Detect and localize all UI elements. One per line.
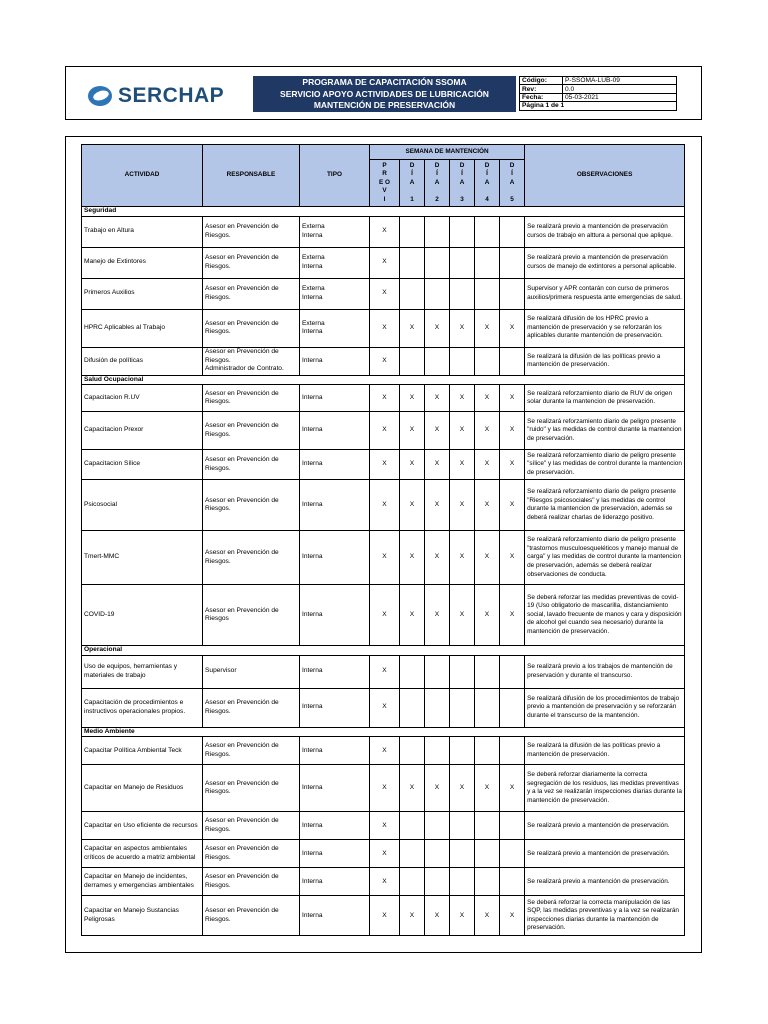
schedule-mark: [425, 655, 450, 688]
observation-cell: Se realizará previo a mantención de preservación cursos de manejo de extintores a personal aplicable.: [525, 247, 685, 278]
schedule-mark: X: [425, 896, 450, 936]
section-title: Medio Ambiente: [82, 727, 685, 737]
table-row: [82, 868, 685, 896]
schedule-mark: [450, 347, 475, 375]
day-header-char: D: [484, 161, 490, 169]
schedule-mark: [400, 216, 425, 247]
schedule-mark: X: [450, 531, 475, 585]
schedule-mark: [500, 737, 525, 765]
schedule-mark: X: [370, 412, 400, 450]
schedule-mark: [500, 840, 525, 868]
schedule-mark: [475, 278, 500, 309]
table-row: [82, 896, 685, 936]
schedule-mark: [475, 688, 500, 727]
schedule-mark: X: [400, 765, 425, 812]
schedule-mark: X: [370, 216, 400, 247]
schedule-mark: X: [500, 765, 525, 812]
activity-cell: COVID-19: [82, 585, 203, 646]
schedule-mark: [500, 278, 525, 309]
activity-cell: Difusión de políticas: [82, 347, 203, 375]
table-row: [82, 385, 685, 412]
table-row: [82, 216, 685, 247]
schedule-mark: [475, 655, 500, 688]
responsible-cell: Asesor en Prevención de Riesgos.: [203, 216, 300, 247]
schedule-mark: X: [370, 868, 400, 896]
activity-cell: HPRC Aplicables al Trabajo: [82, 309, 203, 347]
schedule-mark: X: [475, 896, 500, 936]
schedule-mark: X: [475, 765, 500, 812]
schedule-mark: X: [425, 531, 450, 585]
column-header-actividad: ACTIVIDAD: [82, 145, 203, 207]
observation-cell: Se deberá reforzar las medidas preventivas de covid-19 (Uso obligatorio de mascarilla, distanciamiento social, lavado frecuente de manos y cara y disposición de alcohol gel cuando sea necesario) durante la mantención de preservación.: [525, 585, 685, 646]
schedule-mark: X: [400, 385, 425, 412]
responsible-cell: Asesor en Prevención de Riesgos.: [203, 480, 300, 531]
title-line: MANTENCIÓN DE PRESERVACIÓN: [313, 100, 456, 110]
day-header-char: Í: [511, 170, 513, 178]
day-header-char: [477, 187, 497, 196]
schedule-mark: X: [425, 585, 450, 646]
activity-cell: Psicosocial: [82, 480, 203, 531]
day-header-char: [502, 187, 522, 196]
schedule-mark: [500, 655, 525, 688]
meta-value: 05-03-2021: [563, 93, 677, 101]
training-program-table: [81, 144, 685, 936]
schedule-mark: X: [400, 896, 425, 936]
activity-cell: Capacitación de procedimientos e instructivos operacionales propios.: [82, 688, 203, 727]
schedule-mark: X: [400, 450, 425, 480]
responsible-cell: Asesor en Prevención de Riesgos.: [203, 309, 300, 347]
observation-cell: Se realizará reforzamiento diario de peligro presente "ruido" y las medidas de control durante la mantencion de preservación.: [525, 412, 685, 450]
schedule-mark: X: [475, 412, 500, 450]
responsible-cell: Asesor en Prevención de Riesgos.: [203, 896, 300, 936]
responsible-cell: Asesor en Prevención de Riesgos.: [203, 247, 300, 278]
type-cell: Interna: [300, 585, 370, 646]
responsible-cell: Asesor en Prevención de Riesgos.: [203, 737, 300, 765]
type-cell: Interna: [300, 737, 370, 765]
responsible-cell: Asesor en Prevención de Riesgos.: [203, 812, 300, 840]
table-row: [82, 765, 685, 812]
schedule-mark: X: [370, 480, 400, 531]
schedule-mark: [450, 868, 475, 896]
schedule-mark: X: [370, 655, 400, 688]
table-row: [82, 247, 685, 278]
observation-cell: Se realizará la difusión de las políticas previo a mantención de preservación.: [525, 347, 685, 375]
type-cell: Interna: [300, 765, 370, 812]
schedule-mark: X: [370, 309, 400, 347]
schedule-mark: X: [500, 385, 525, 412]
responsible-cell: Asesor en Prevención de Riesgos: [203, 585, 300, 646]
schedule-mark: [400, 840, 425, 868]
schedule-mark: X: [370, 385, 400, 412]
schedule-mark: X: [475, 309, 500, 347]
schedule-mark: [475, 216, 500, 247]
type-cell: Externa Interna: [300, 309, 370, 347]
day-header-char: E O: [378, 178, 390, 186]
schedule-mark: X: [425, 480, 450, 531]
activity-cell: Uso de equipos, herramientas y materiales de trabajo: [82, 655, 203, 688]
schedule-mark: X: [450, 585, 475, 646]
activity-cell: Manejo de Extintores: [82, 247, 203, 278]
table-row: [82, 309, 685, 347]
table-row: [82, 812, 685, 840]
schedule-mark: [425, 347, 450, 375]
schedule-mark: [475, 737, 500, 765]
observation-cell: Se realizará difusión de los HPRC previo a mantención de preservación y se reforzarán los aplicables durante mantención de preservación.: [525, 309, 685, 347]
type-cell: Interna: [300, 412, 370, 450]
schedule-mark: [500, 347, 525, 375]
schedule-mark: [425, 216, 450, 247]
day-header-char: 3: [460, 195, 464, 203]
schedule-mark: X: [450, 480, 475, 531]
schedule-mark: X: [500, 450, 525, 480]
type-cell: Interna: [300, 347, 370, 375]
day-header-char: Í: [486, 170, 488, 178]
observation-cell: Se realizará reforzamiento diario de peligro presente "sílice" y las medidas de control durante la mantencion de preservación.: [525, 450, 685, 480]
schedule-mark: [400, 737, 425, 765]
day-header-char: Í: [436, 170, 438, 178]
column-header-semana: SEMANA DE MANTENCIÓN: [370, 145, 525, 160]
meta-value: P-SSOMA-LUB-09: [563, 77, 677, 85]
type-cell: Interna: [300, 385, 370, 412]
observation-cell: Se deberá reforzar la correcta manipulación de las SQP, las medidas preventivas y a la vez se realizarán inspecciones diarias durante la mantención de preservación.: [525, 896, 685, 936]
schedule-mark: [475, 347, 500, 375]
observation-cell: Supervisor y APR contarán con curso de primeros auxilios/primera respuesta ante emergencias de salud.: [525, 278, 685, 309]
day-header-char: 4: [485, 195, 489, 203]
schedule-mark: X: [370, 737, 400, 765]
observation-cell: Se realizará previo a mantención de preservación.: [525, 868, 685, 896]
schedule-mark: [400, 247, 425, 278]
observation-cell: Se deberá reforzar diariamente la correcta segregación de los residuos, las medidas preventivas y a la vez se realizarán inspecciones diarias durante la mantención de preservación.: [525, 765, 685, 812]
day-column-header: [400, 160, 425, 207]
activity-cell: Capacitar en Manejo de Residuos: [82, 765, 203, 812]
schedule-mark: [500, 216, 525, 247]
day-column-header: [500, 160, 525, 207]
schedule-mark: X: [450, 450, 475, 480]
table-row: [82, 655, 685, 688]
activity-cell: Capacitacion Sílice: [82, 450, 203, 480]
observation-cell: Se realizará previo a mantención de preservación.: [525, 840, 685, 868]
day-header-char: 2: [435, 195, 439, 203]
schedule-mark: X: [500, 309, 525, 347]
type-cell: Interna: [300, 655, 370, 688]
title-line: PROGRAMA DE CAPACITACIÓN SSOMA: [302, 77, 467, 87]
schedule-mark: X: [425, 309, 450, 347]
schedule-mark: [450, 247, 475, 278]
section-title: Seguridad: [82, 207, 685, 217]
activity-cell: Capacitar en Uso eficiente de recursos: [82, 812, 203, 840]
column-header-responsable: RESPONSABLE: [203, 145, 300, 207]
responsible-cell: Asesor en Prevención de Riesgos.: [203, 450, 300, 480]
section-row: [82, 727, 685, 737]
schedule-mark: X: [475, 385, 500, 412]
schedule-mark: X: [370, 247, 400, 278]
schedule-mark: [450, 812, 475, 840]
activity-cell: Capacitar en Manejo Sustancias Peligrosas: [82, 896, 203, 936]
meta-label: Código:: [520, 77, 563, 85]
table-row: [82, 737, 685, 765]
observation-cell: Se realizará reforzamiento diario de peligro presente "trastornos musculoesqueléticos y manejo manual de carga" y las medidas de control durante la mantencion de preservación, además se deberá realizar observaciones de conducta.: [525, 531, 685, 585]
schedule-mark: [475, 247, 500, 278]
schedule-mark: [425, 688, 450, 727]
responsible-cell: Asesor en Prevención de Riesgos.: [203, 688, 300, 727]
table-row: [82, 480, 685, 531]
table-row: [82, 531, 685, 585]
day-header-char: 5: [510, 195, 514, 203]
day-header-char: D: [409, 161, 415, 169]
schedule-mark: X: [500, 585, 525, 646]
type-cell: Interna: [300, 840, 370, 868]
day-header-char: A: [409, 178, 415, 186]
observation-cell: Se realizará previo a mantención de preservación.: [525, 812, 685, 840]
page-indicator: Página 1 de 1: [520, 102, 677, 110]
schedule-mark: [425, 840, 450, 868]
schedule-mark: [475, 812, 500, 840]
type-cell: Interna: [300, 531, 370, 585]
schedule-mark: X: [425, 412, 450, 450]
document-metadata: [519, 76, 677, 111]
schedule-mark: [450, 840, 475, 868]
day-header-char: Í: [461, 170, 463, 178]
day-header-char: R: [382, 170, 387, 178]
document-header: [65, 66, 702, 120]
schedule-mark: X: [400, 480, 425, 531]
title-line: SERVICIO APOYO ACTIVIDADES DE LUBRICACIÓN: [280, 88, 489, 99]
schedule-mark: X: [500, 896, 525, 936]
schedule-mark: [400, 655, 425, 688]
schedule-mark: X: [400, 531, 425, 585]
type-cell: Externa Interna: [300, 247, 370, 278]
type-cell: Interna: [300, 896, 370, 936]
schedule-mark: [450, 278, 475, 309]
logo-text: SERCHAP: [118, 84, 225, 107]
logo-swoosh-icon: [88, 86, 112, 106]
column-header-tipo: TIPO: [300, 145, 370, 207]
table-row: [82, 585, 685, 646]
schedule-mark: [425, 247, 450, 278]
schedule-mark: X: [475, 450, 500, 480]
type-cell: Interna: [300, 868, 370, 896]
day-header-char: D: [459, 161, 465, 169]
schedule-mark: [400, 688, 425, 727]
activity-cell: Primeros Auxilios: [82, 278, 203, 309]
schedule-mark: X: [450, 765, 475, 812]
schedule-mark: [500, 247, 525, 278]
section-title: Operacional: [82, 646, 685, 656]
section-row: [82, 375, 685, 385]
day-column-header: [450, 160, 475, 207]
schedule-mark: X: [425, 385, 450, 412]
schedule-mark: X: [475, 585, 500, 646]
schedule-mark: X: [500, 480, 525, 531]
schedule-mark: [425, 737, 450, 765]
day-header-char: P: [382, 161, 387, 169]
type-cell: Interna: [300, 450, 370, 480]
section-row: [82, 207, 685, 217]
schedule-mark: [425, 868, 450, 896]
schedule-mark: [475, 868, 500, 896]
meta-label: Rev:: [520, 85, 563, 93]
schedule-mark: X: [400, 585, 425, 646]
schedule-mark: X: [475, 480, 500, 531]
observation-cell: Se realizará previo a mantención de preservación cursos de trabajo en alttura a personal que aplique.: [525, 216, 685, 247]
table-row: [82, 412, 685, 450]
responsible-cell: Asesor en Prevención de Riesgos.: [203, 868, 300, 896]
responsible-cell: Asesor en Prevención de Riesgos.: [203, 840, 300, 868]
schedule-mark: X: [370, 896, 400, 936]
schedule-mark: X: [450, 385, 475, 412]
schedule-mark: X: [425, 450, 450, 480]
responsible-cell: Asesor en Prevención de Riesgos.: [203, 385, 300, 412]
schedule-mark: X: [450, 412, 475, 450]
schedule-mark: [475, 840, 500, 868]
observation-cell: Se realizará reforzamiento diario de peligro presente "Riesgos psicosociales" y las medidas de control durante la mantencion de preservación, además se deberá realizar charlas de liderazgo positivo.: [525, 480, 685, 531]
responsible-cell: Supervisor: [203, 655, 300, 688]
document-title: [253, 76, 516, 112]
schedule-mark: [500, 868, 525, 896]
schedule-mark: X: [500, 412, 525, 450]
schedule-mark: X: [370, 585, 400, 646]
day-header-char: [452, 187, 472, 196]
schedule-mark: [450, 737, 475, 765]
section-title: Salud Ocupacional: [82, 375, 685, 385]
section-row: [82, 646, 685, 656]
observation-cell: Se realizará difusión de los procedimientos de trabajo previo a mantención de preservación y se reforzarán durante el transcurso de la mantención.: [525, 688, 685, 727]
schedule-mark: [425, 812, 450, 840]
day-header-char: D: [434, 161, 440, 169]
type-cell: Externa Interna: [300, 278, 370, 309]
schedule-mark: X: [370, 450, 400, 480]
day-header-char: D: [509, 161, 515, 169]
activity-cell: Capacitar en Manejo de incidentes, derrames y emergencias ambientales: [82, 868, 203, 896]
schedule-mark: [450, 655, 475, 688]
day-header-char: [402, 187, 422, 196]
type-cell: Interna: [300, 812, 370, 840]
table-body: [82, 207, 685, 936]
schedule-mark: X: [370, 531, 400, 585]
schedule-mark: X: [370, 347, 400, 375]
activity-cell: Capacitar en aspectos ambientales críticos de acuerdo a matriz ambiental: [82, 840, 203, 868]
day-column-header: [425, 160, 450, 207]
day-header-char: V: [382, 187, 387, 195]
meta-label: Fecha:: [520, 93, 563, 101]
schedule-mark: [400, 347, 425, 375]
schedule-mark: X: [450, 309, 475, 347]
schedule-mark: X: [370, 840, 400, 868]
schedule-mark: X: [370, 765, 400, 812]
column-header-observaciones: OBSERVACIONES: [525, 145, 685, 207]
activity-cell: Capacitacion R.UV: [82, 385, 203, 412]
type-cell: Externa Interna: [300, 216, 370, 247]
schedule-mark: X: [400, 309, 425, 347]
activity-cell: Trabajo en Altura: [82, 216, 203, 247]
schedule-mark: X: [370, 278, 400, 309]
schedule-mark: X: [400, 412, 425, 450]
schedule-mark: [500, 688, 525, 727]
activity-cell: Tmert-MMC: [82, 531, 203, 585]
schedule-mark: [400, 868, 425, 896]
meta-value: 0.0: [563, 85, 677, 93]
responsible-cell: Asesor en Prevención de Riesgos.: [203, 278, 300, 309]
activity-cell: Capacitacion Prexor: [82, 412, 203, 450]
type-cell: Interna: [300, 688, 370, 727]
schedule-mark: [425, 278, 450, 309]
schedule-mark: X: [475, 531, 500, 585]
day-header-char: A: [434, 178, 440, 186]
day-header-char: A: [459, 178, 465, 186]
table-row: [82, 347, 685, 375]
day-header-char: [427, 187, 447, 196]
day-header-char: Í: [411, 170, 413, 178]
type-cell: Interna: [300, 480, 370, 531]
observation-cell: Se realizará la difusión de las políticas previo a mantención de preservación.: [525, 737, 685, 765]
schedule-mark: [450, 216, 475, 247]
schedule-mark: [500, 812, 525, 840]
responsible-cell: Asesor en Prevención de Riesgos.: [203, 412, 300, 450]
day-header-char: A: [484, 178, 490, 186]
serchap-logo: [88, 84, 224, 108]
responsible-cell: Asesor en Prevención de Riesgos.: [203, 531, 300, 585]
day-column-header: [475, 160, 500, 207]
activity-cell: Capacitar Política Ambiental Teck: [82, 737, 203, 765]
responsible-cell: Asesor en Prevención de Riesgos.: [203, 765, 300, 812]
table-row: [82, 450, 685, 480]
table-row: [82, 840, 685, 868]
schedule-mark: [450, 688, 475, 727]
day-column-header: [370, 160, 400, 207]
schedule-mark: X: [370, 812, 400, 840]
schedule-mark: [400, 812, 425, 840]
day-header-char: A: [509, 178, 515, 186]
responsible-cell: Asesor en Prevención de Riesgos. Administrador de Contrato.: [203, 347, 300, 375]
schedule-mark: X: [425, 765, 450, 812]
day-header-char: I: [383, 195, 386, 203]
schedule-mark: X: [500, 531, 525, 585]
schedule-mark: [400, 278, 425, 309]
table-row: [82, 688, 685, 727]
day-header-char: 1: [410, 195, 414, 203]
schedule-mark: X: [370, 688, 400, 727]
observation-cell: Se realizará previo a los trabajos de mantención de preservación y durante el transcurso.: [525, 655, 685, 688]
observation-cell: Se realizará reforzamiento diario de RUV de origen solar durante la mantencion de preservación.: [525, 385, 685, 412]
table-row: [82, 278, 685, 309]
schedule-mark: X: [450, 896, 475, 936]
